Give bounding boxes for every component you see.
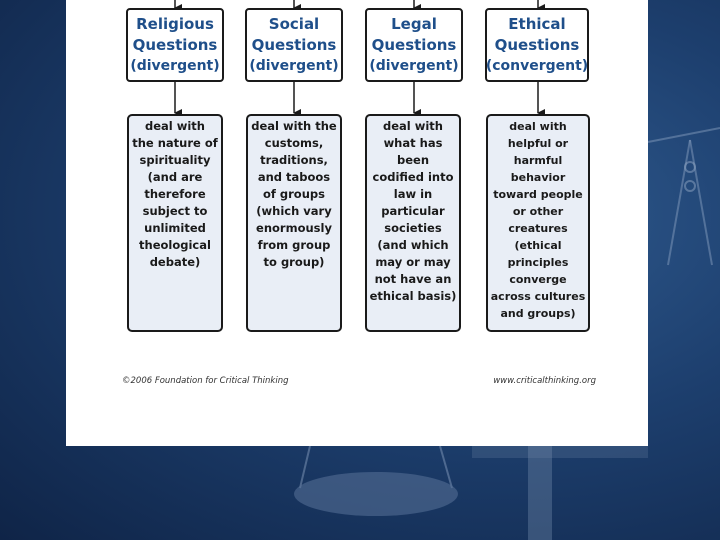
- scale-ring: [685, 181, 695, 191]
- description-box-religious: deal with the nature of spirituality (and are therefore subject to unlimited theological debate): [127, 114, 223, 332]
- description-box-legal: deal with what has been codified into law in particular societies (and which may or may not have an ethical basis): [365, 114, 461, 332]
- heading-box-social: [245, 8, 343, 82]
- copyright-notice: ©2006 Foundation for Critical Thinking: [122, 376, 289, 386]
- scale-base: [472, 446, 648, 458]
- heading-box-legal: [365, 8, 463, 82]
- heading-title-line1: Legal: [391, 14, 437, 33]
- website-link[interactable]: www.criticalthinking.org: [493, 376, 596, 386]
- heading-title-line1: Social: [268, 14, 320, 33]
- heading-title-line1: Ethical: [508, 14, 566, 33]
- scale-string-right: [690, 140, 712, 265]
- scale-string-left: [668, 140, 690, 265]
- heading-subtitle: (divergent): [249, 57, 339, 74]
- heading-title-line1: Religious: [136, 14, 214, 33]
- heading-subtitle: (divergent): [369, 57, 459, 74]
- heading-subtitle: (convergent): [485, 57, 589, 74]
- heading-box-religious: [126, 8, 224, 82]
- heading-title-line2: Questions: [371, 35, 457, 54]
- heading-box-ethical: [485, 8, 589, 82]
- description-box-ethical: deal with helpful or harmful behavior toward people or other creatures (ethical principles converge across cultures and groups): [486, 114, 590, 332]
- heading-subtitle: (divergent): [130, 57, 220, 74]
- heading-title-line2: Questions: [494, 35, 580, 54]
- heading-title-line2: Questions: [251, 35, 337, 54]
- diagram-slide: [66, 0, 648, 446]
- scale-pan: [294, 472, 458, 516]
- description-box-social: deal with the customs, traditions, and taboos of groups (which vary enormously from group to group): [246, 114, 342, 332]
- heading-title-line2: Questions: [132, 35, 218, 54]
- scale-beam: [648, 128, 720, 142]
- scale-ring: [685, 162, 695, 172]
